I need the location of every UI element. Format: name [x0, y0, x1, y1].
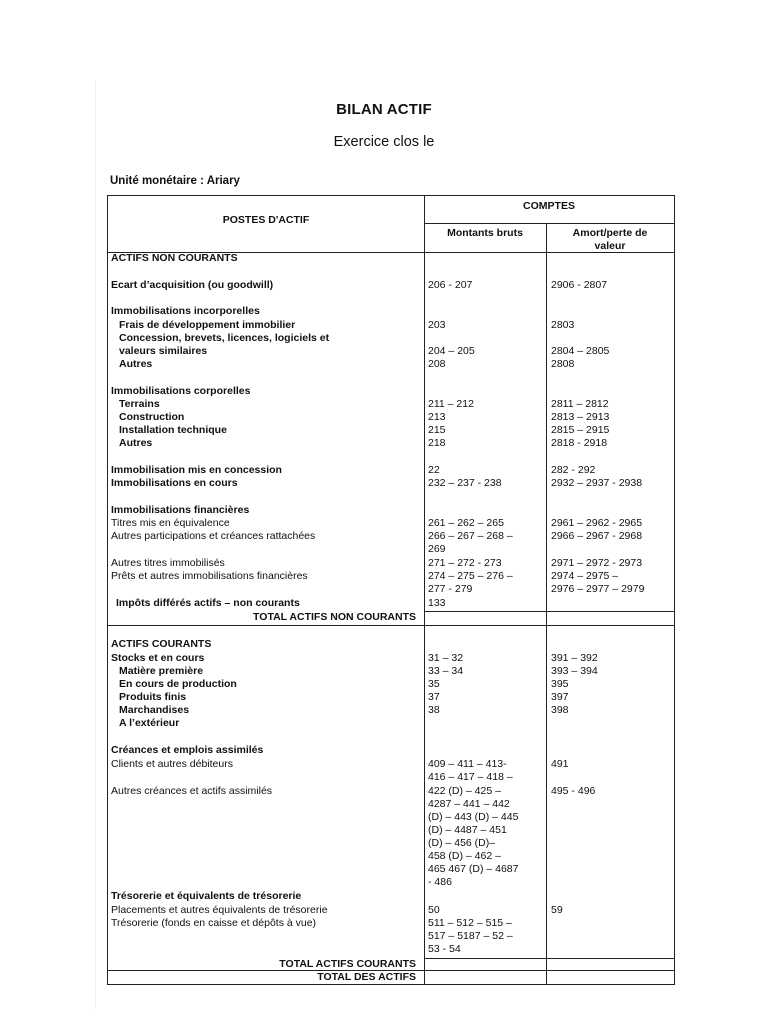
label-creances: Créances et emplois assimilés	[111, 744, 264, 756]
col-divider-comptes	[546, 223, 547, 984]
label-ecart-acquisition: Ecart d’acquisition (ou goodwill)	[111, 279, 274, 291]
header-divider-comptes	[424, 223, 674, 224]
label-stocks: Stocks et en cours	[111, 652, 205, 664]
label-construction: Construction	[119, 411, 185, 423]
amort-ecart: 2906 - 2807	[551, 279, 608, 291]
label-clients: Clients et autres débiteurs	[111, 758, 233, 770]
brut-prets-1: 274 – 275 – 276 –	[428, 570, 513, 582]
brut-impots: 133	[428, 597, 446, 609]
brut-matiere: 33 – 34	[428, 665, 464, 677]
section-actifs-courants: ACTIFS COURANTS	[111, 638, 212, 650]
amort-produits-finis: 397	[551, 691, 569, 703]
brut-clients-2: 416 – 417 – 418 –	[428, 771, 513, 783]
total-nc-bottom-line	[108, 625, 674, 626]
label-terrains: Terrains	[119, 398, 160, 410]
document-subtitle: Exercice clos le	[333, 134, 435, 150]
header-postes: POSTES D'ACTIF	[222, 214, 310, 226]
brut-titres-equiv: 261 – 262 – 265	[428, 517, 504, 529]
brut-autres-corp: 218	[428, 437, 446, 449]
col-divider-postes	[424, 196, 425, 984]
label-autres-creances: Autres créances et actifs assimilés	[111, 785, 273, 797]
label-produits-finis: Produits finis	[119, 691, 187, 703]
brut-clients-1: 409 – 411 – 413-	[428, 758, 507, 770]
label-frais-developpement: Frais de développement immobilier	[119, 319, 296, 331]
amort-concession: 2804 – 2805	[551, 345, 610, 357]
header-comptes: COMPTES	[523, 200, 575, 212]
brut-immo-cours: 232 – 237 - 238	[428, 477, 502, 489]
brut-marchandises: 38	[428, 704, 440, 716]
amort-immo-concession: 282 - 292	[551, 464, 596, 476]
total-c-top-line	[424, 958, 674, 959]
label-concession-line2: valeurs similaires	[119, 345, 208, 357]
brut-autres-creances-6: 458 (D) – 462 –	[428, 850, 501, 862]
label-autres-participations: Autres participations et créances rattachées	[111, 530, 316, 542]
label-titres-equivalence: Titres mis en équivalence	[111, 517, 230, 529]
label-immo-en-cours: Immobilisations en cours	[111, 477, 238, 489]
total-nc-top-line	[424, 611, 674, 612]
brut-installation: 215	[428, 424, 446, 436]
header-amort-line2: valeur	[594, 240, 626, 252]
brut-placements: 50	[428, 904, 440, 916]
amort-en-cours-prod: 395	[551, 678, 569, 690]
brut-autres-creances-7: 465 467 (D) – 4687	[428, 863, 519, 875]
brut-prets-2: 277 - 279	[428, 583, 473, 595]
amort-marchandises: 398	[551, 704, 569, 716]
label-immo-financieres: Immobilisations financières	[111, 504, 250, 516]
label-autres-incorporelles: Autres	[119, 358, 153, 370]
brut-construction: 213	[428, 411, 446, 423]
brut-terrains: 211 – 212	[428, 398, 474, 410]
amort-titres-equiv: 2961 – 2962 - 2965	[551, 517, 643, 529]
document-title: BILAN ACTIF	[336, 101, 432, 118]
brut-stocks: 31 – 32	[428, 652, 464, 664]
label-matiere-premiere: Matière première	[119, 665, 204, 677]
amort-immo-cours: 2932 – 2937 - 2938	[551, 477, 643, 489]
brut-autres-creances-2: 4287 – 441 – 442	[428, 798, 510, 810]
amort-installation: 2815 – 2915	[551, 424, 610, 436]
amort-autres-corp: 2818 - 2918	[551, 437, 608, 449]
amort-autres-particip: 2966 – 2967 - 2968	[551, 530, 643, 542]
amort-construction: 2813 – 2913	[551, 411, 610, 423]
currency-unit: Unité monétaire : Ariary	[110, 175, 240, 187]
label-total-actifs-courants: TOTAL ACTIFS COURANTS	[279, 958, 416, 970]
amort-stocks: 391 – 392	[551, 652, 598, 664]
brut-autres-titres: 271 – 272 - 273	[428, 557, 502, 569]
label-marchandises: Marchandises	[119, 704, 190, 716]
amort-autres-titres: 2971 – 2972 - 2973	[551, 557, 643, 569]
amort-autres-creances: 495 - 496	[551, 785, 596, 797]
brut-tresorerie-1: 511 – 512 – 515 –	[428, 917, 512, 929]
label-placements: Placements et autres équivalents de trésorerie	[111, 904, 328, 916]
label-total-des-actifs: TOTAL DES ACTIFS	[317, 971, 416, 983]
amort-autres-inc: 2808	[551, 358, 575, 370]
label-en-cours-production: En cours de production	[119, 678, 237, 690]
header-amort-line1: Amort/perte de	[572, 227, 648, 239]
brut-autres-inc: 208	[428, 358, 446, 370]
brut-immo-concession: 22	[428, 464, 440, 476]
brut-autres-creances-3: (D) – 443 (D) – 445	[428, 811, 519, 823]
brut-tresorerie-2: 517 – 5187 – 52 –	[428, 930, 513, 942]
label-tresorerie-equivalents: Trésorerie et équivalents de trésorerie	[111, 890, 302, 902]
brut-autres-creances-5: (D) – 456 (D)–	[428, 837, 496, 849]
amort-prets-2: 2976 – 2977 – 2979	[551, 583, 645, 595]
amort-clients: 491	[551, 758, 569, 770]
label-immo-incorporelles: Immobilisations incorporelles	[111, 305, 260, 317]
amort-matiere: 393 – 394	[551, 665, 598, 677]
label-concession-line1: Concession, brevets, licences, logiciels et	[119, 332, 330, 344]
label-autres-corporelles: Autres	[119, 437, 153, 449]
brut-ecart: 206 - 207	[428, 279, 473, 291]
amort-frais: 2803	[551, 319, 575, 331]
brut-tresorerie-3: 53 - 54	[428, 943, 461, 955]
label-tresorerie-fonds: Trésorerie (fonds en caisse et dépôts à vue)	[111, 917, 317, 929]
brut-autres-particip-2: 269	[428, 543, 446, 555]
label-impots-differes: Impôts différés actifs – non courants	[116, 597, 300, 609]
section-actifs-non-courants: ACTIFS NON COURANTS	[111, 252, 238, 264]
brut-autres-creances-1: 422 (D) – 425 –	[428, 785, 501, 797]
label-a-l-exterieur: A l’extérieur	[119, 717, 180, 729]
header-montants-bruts: Montants bruts	[447, 227, 523, 239]
label-autres-titres: Autres titres immobilisés	[111, 557, 225, 569]
brut-autres-creances-8: - 486	[428, 876, 452, 888]
label-installation-technique: Installation technique	[119, 424, 227, 436]
brut-frais: 203	[428, 319, 446, 331]
brut-produits-finis: 37	[428, 691, 440, 703]
amort-placements: 59	[551, 904, 563, 916]
brut-concession: 204 – 205	[428, 345, 475, 357]
brut-autres-creances-4: (D) – 4487 – 451	[428, 824, 507, 836]
label-immo-concession: Immobilisation mis en concession	[111, 464, 282, 476]
label-immo-corporelles: Immobilisations corporelles	[111, 385, 251, 397]
amort-prets-1: 2974 – 2975 –	[551, 570, 619, 582]
label-prets: Prêts et autres immobilisations financières	[111, 570, 308, 582]
brut-autres-particip-1: 266 – 267 – 268 –	[428, 530, 513, 542]
amort-terrains: 2811 – 2812	[551, 398, 609, 410]
label-total-actifs-non-courants: TOTAL ACTIFS NON COURANTS	[253, 611, 416, 623]
brut-en-cours-prod: 35	[428, 678, 440, 690]
